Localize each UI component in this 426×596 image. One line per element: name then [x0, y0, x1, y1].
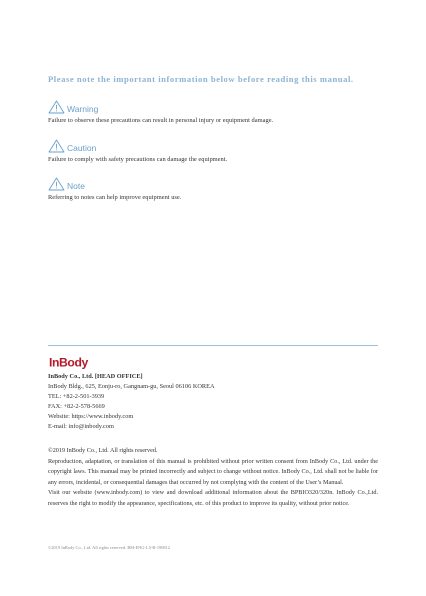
reproduction-notice: Reproduction, adaptation, or translation of this manual is prohibited without prior written consent from InBody Co., Ltd. under the copyright laws. This manual may be printed incorrectly and subject to change without notice. InBody Co., Ltd. shall not be liable for any errors, incidental, or consequential damages that occurred by not complying with the content of the User’s Manual. — [48, 457, 378, 486]
copyright-notice: ©2019 InBody Co., Ltd. All rights reserved. — [48, 447, 158, 454]
inbody-logo — [49, 355, 95, 369]
warning-triangle-icon — [48, 139, 65, 153]
svg-text:InBody: InBody — [49, 355, 88, 369]
telephone: TEL: +82-2-501-3939 — [48, 393, 105, 400]
warning-text: Failure to observe these precautions can result in personal injury or equipment damage. — [48, 117, 274, 124]
caution-header — [48, 139, 388, 153]
document-code: ©2019 InBody Co., Ltd. All rights reserved. BM-ENG-L5-B-190812 — [48, 545, 171, 550]
warning-triangle-icon — [48, 177, 65, 191]
caution-text: Failure to comply with safety precautions can damage the equipment. — [48, 156, 228, 163]
divider — [48, 345, 378, 346]
warning-header — [48, 100, 388, 114]
fax: FAX: +82-2-578-5669 — [48, 403, 105, 410]
note-title: Note — [67, 181, 85, 191]
caution-title: Caution — [67, 143, 97, 153]
warning-section — [48, 100, 388, 124]
email: E-mail: info@inbody.com — [48, 423, 114, 430]
company-name: InBody Co., Ltd. [HEAD OFFICE] — [48, 373, 143, 380]
address: InBody Bldg., 625, Eonju-ro, Gangnam-gu, Seoul 06106 KOREA — [48, 383, 215, 390]
caution-section — [48, 139, 388, 163]
website-notice: Visit our website (www.inbody.com) to view and download additional information about the BPBIO320/320n. InBody Co.,Ltd. reserves the right to modify the appearance, specifications, etc. of this product to improve its quality, without prior notice. — [48, 489, 378, 507]
note-header — [48, 177, 388, 191]
warning-title: Warning — [67, 104, 99, 114]
note-section — [48, 177, 388, 201]
notice-heading: Please note the important information below before reading this manual. — [48, 74, 354, 84]
contact-block — [48, 372, 378, 432]
legal-block — [48, 446, 378, 510]
warning-triangle-icon — [48, 100, 65, 114]
note-text: Referring to notes can help improve equipment use. — [48, 194, 182, 201]
website: Website: https://www.inbody.com — [48, 413, 134, 420]
